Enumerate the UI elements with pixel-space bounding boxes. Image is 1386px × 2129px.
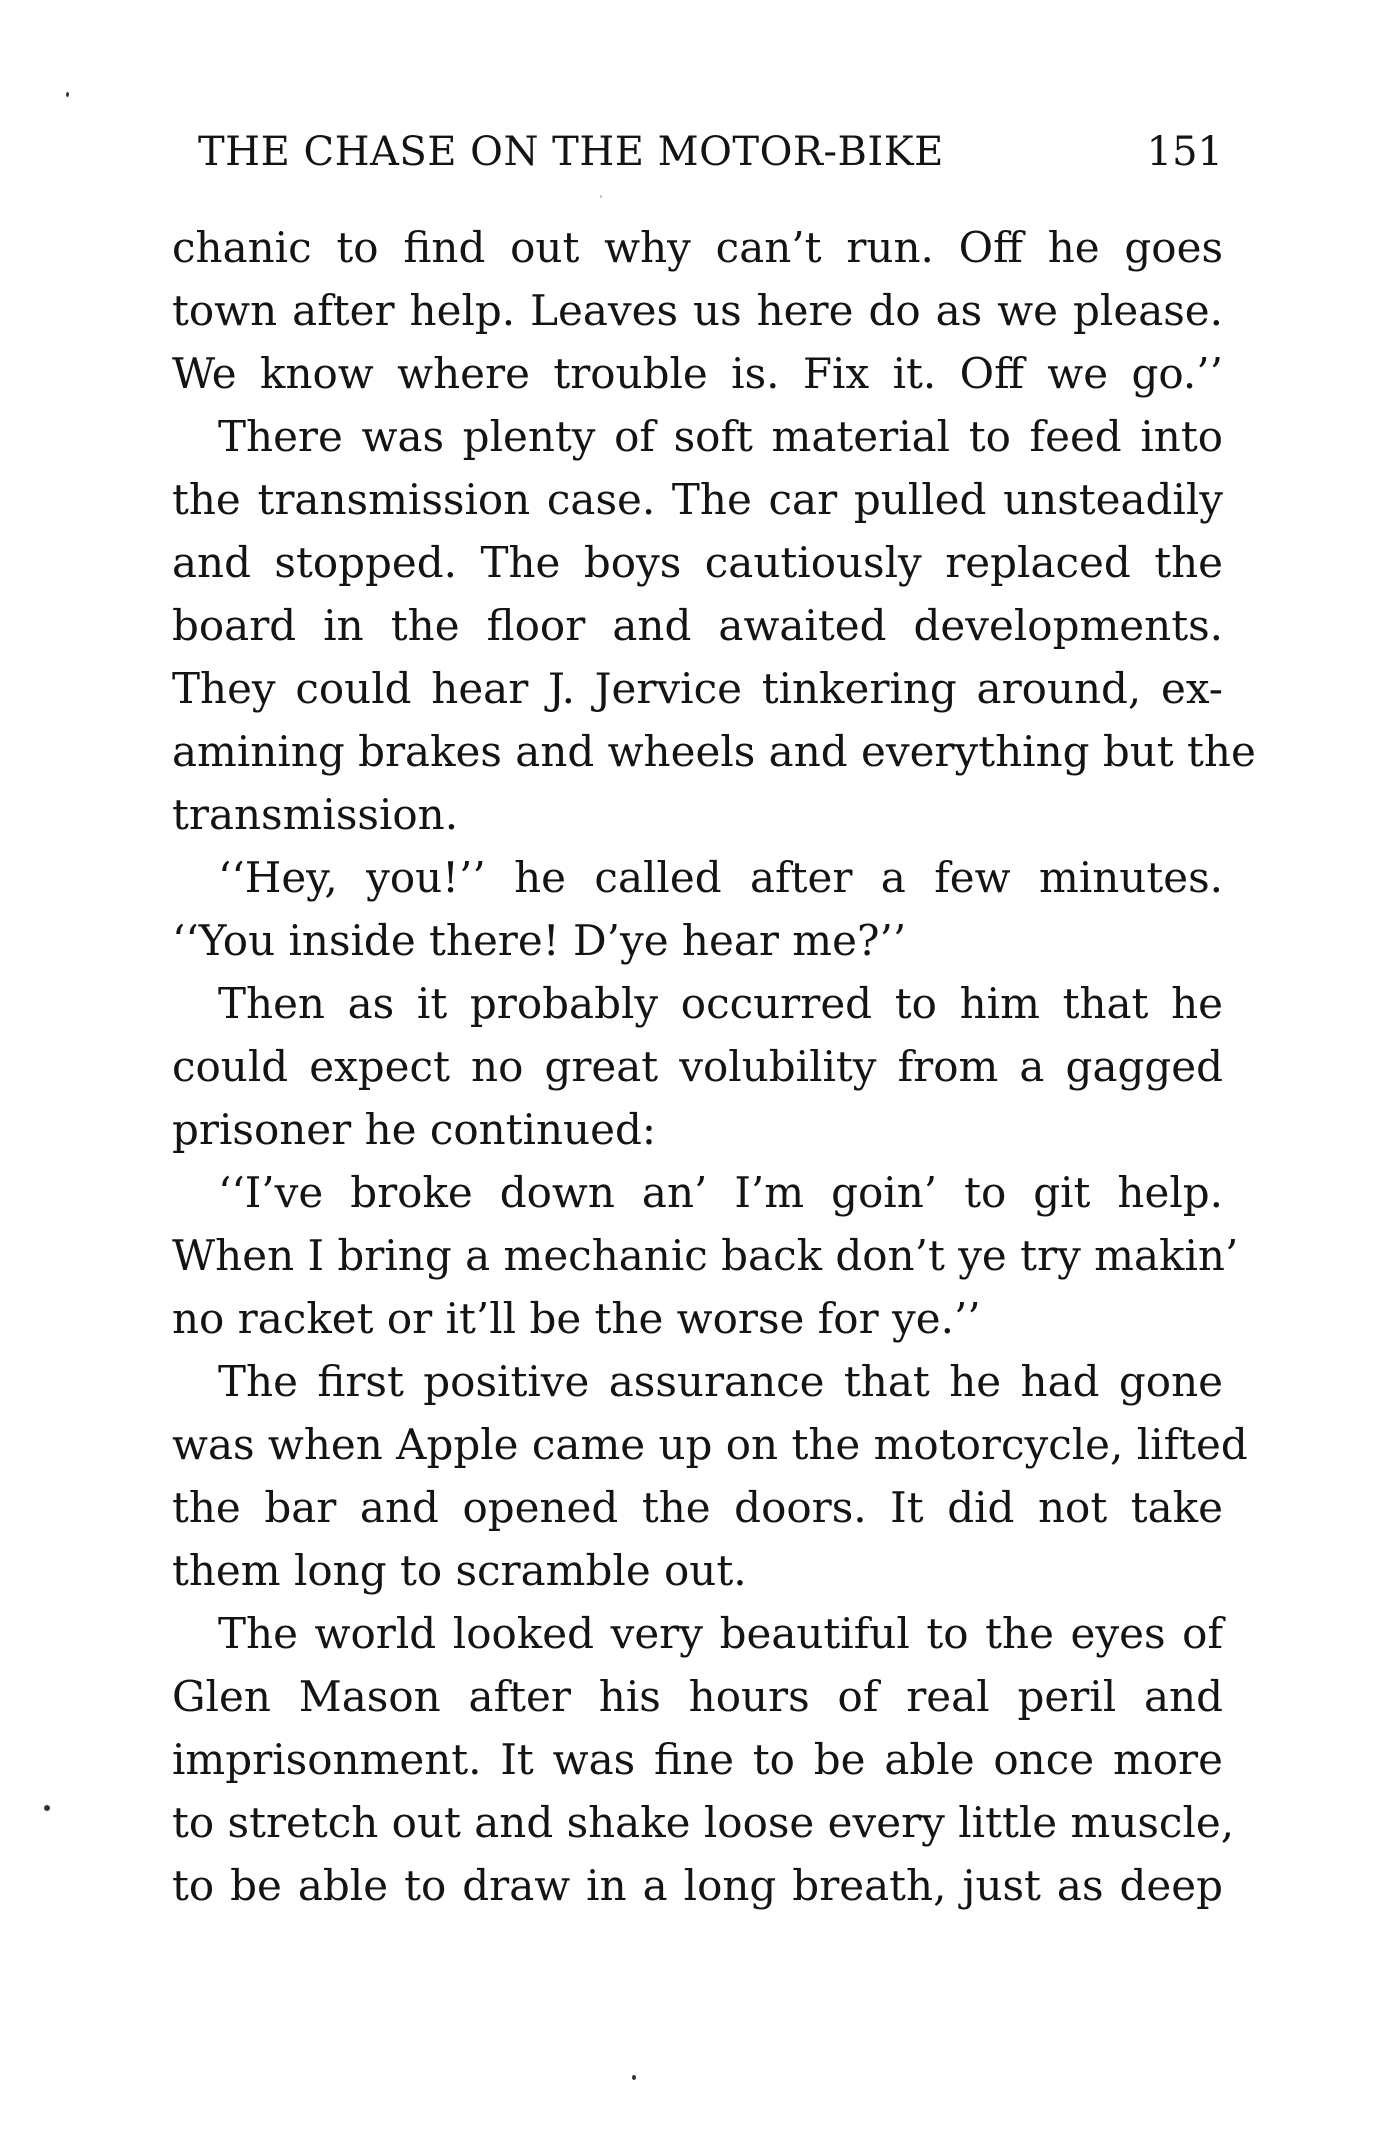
text-line: prisoner he continued: (172, 1105, 656, 1154)
text-line: amining brakes and wheels and everything but the (172, 727, 1256, 776)
print-speck (632, 2075, 636, 2080)
chapter-title: THE CHASE ON THE MOTOR-BIKE (198, 129, 944, 175)
text-line: They could hear J. Jervice tinkering around, ex- (172, 664, 1223, 713)
running-head (198, 124, 1223, 180)
text-line: could expect no great volubility from a gagged (172, 1042, 1223, 1091)
print-speck (44, 1805, 50, 1811)
text-line: to be able to draw in a long breath, just as deep (172, 1861, 1223, 1910)
paragraph (172, 216, 1223, 405)
text-line: When I bring a mechanic back don’t ye try makin’ (172, 1231, 1239, 1280)
text-line: There was plenty of soft material to feed into (218, 412, 1223, 461)
text-line: them long to scramble out. (172, 1546, 747, 1595)
paragraph (172, 972, 1223, 1161)
text-line: no racket or it’ll be the worse for ye.’’ (172, 1294, 981, 1343)
text-line: ‘‘Hey, you!’’ he called after a few minutes. (218, 853, 1223, 902)
paragraph (172, 846, 1223, 972)
text-line: chanic to find out why can’t run. Off he goes (172, 223, 1223, 272)
text-line: town after help. Leaves us here do as we please. (172, 286, 1223, 335)
text-line: the transmission case. The car pulled unsteadily (172, 475, 1223, 524)
paragraph (172, 1350, 1248, 1602)
text-line: Glen Mason after his hours of real peril and (172, 1672, 1223, 1721)
text-line: the bar and opened the doors. It did not take (172, 1483, 1223, 1532)
text-line: was when Apple came up on the motorcycle, lifted (172, 1420, 1248, 1469)
text-line: The first positive assurance that he had gone (218, 1357, 1223, 1406)
paragraph (172, 1161, 1239, 1350)
text-line: The world looked very beautiful to the eyes of (218, 1609, 1223, 1658)
text-line: ‘‘I’ve broke down an’ I’m goin’ to git help. (218, 1168, 1223, 1217)
text-line: ‘‘You inside there! D’ye hear me?’’ (172, 916, 907, 965)
text-line: to stretch out and shake loose every little muscle, (172, 1798, 1235, 1847)
page-number: 151 (1146, 129, 1223, 175)
print-speck (66, 92, 69, 97)
text-line: and stopped. The boys cautiously replaced the (172, 538, 1223, 587)
text-line: Then as it probably occurred to him that he (218, 979, 1223, 1028)
text-line: transmission. (172, 790, 459, 839)
paragraph (172, 405, 1256, 846)
paragraph (172, 1602, 1235, 1917)
text-line: board in the floor and awaited developments. (172, 601, 1223, 650)
body-text (172, 216, 1256, 1917)
print-speck (600, 195, 602, 198)
text-line: imprisonment. It was fine to be able once more (172, 1735, 1223, 1784)
text-line: We know where trouble is. Fix it. Off we go.’’ (172, 349, 1223, 398)
